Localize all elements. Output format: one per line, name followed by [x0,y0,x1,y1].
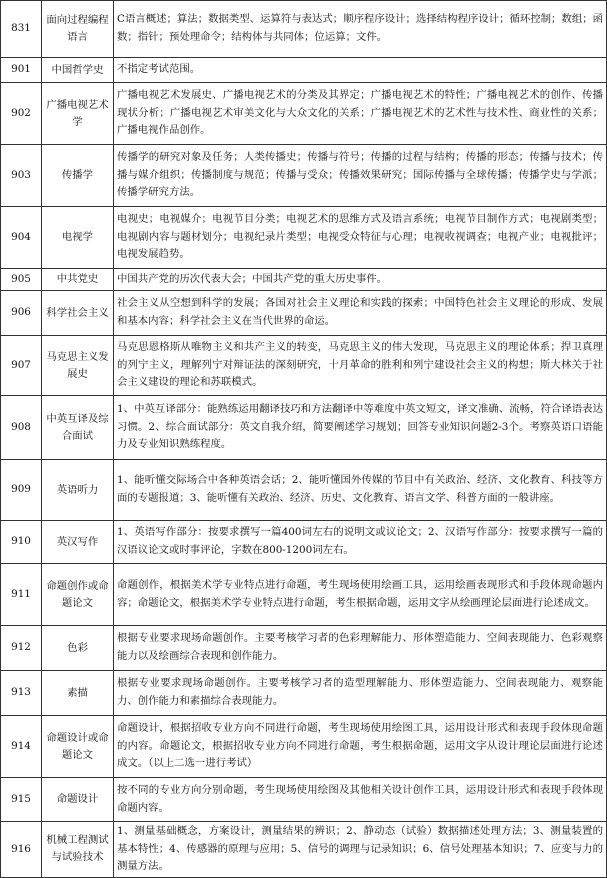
course-code: 907 [1,336,42,396]
course-name: 色彩 [42,626,114,671]
course-row [1,83,607,145]
course-description: 马克思恩格斯从唯物主义和共产主义的转变，马克思主义的伟大发现，马克思主义的理论体系；捍卫真理的列宁主义，理解列宁对辩证法的深刻研究，十月革命的胜利和列宁建设社会主义的构想；斯大林关于社会主义建设的理论和苏联模式。 [114,336,607,396]
course-name: 面向过程编程语言 [42,1,114,58]
course-name: 传播学 [42,145,114,207]
course-description: 广播电视艺术发展史、广播电视艺术的分类及其界定；广播电视艺术的特性；广播电视艺术的创作、传播现状分析；广播电视艺术审美文化与大众文化的关系；广播电视艺术的艺术性与技术性、商业性的关系；广播电视作品创作。 [114,83,607,145]
course-code: 916 [1,822,42,878]
course-code: 915 [1,778,42,822]
course-name: 英语听力 [42,460,114,521]
course-description: 不指定考试范围。 [114,58,607,83]
course-row [1,1,607,58]
course-description: C语言概述；算法；数据类型、运算符与表达式；顺序程序设计；选择结构程序设计；循环控制；数组；函数；指针；预处理命令；结构体与共同体；位运算；文件。 [114,1,607,58]
course-code: 831 [1,1,42,58]
course-name: 素描 [42,671,114,716]
course-code: 911 [1,564,42,626]
course-name: 命题设计 [42,778,114,822]
course-row [1,671,607,716]
course-name: 马克思主义发展史 [42,336,114,396]
course-description: 1、中英互译部分：能熟练运用翻译技巧和方法翻译中等难度中英文短文，译文准确、流畅，符合译语表达习惯。2、综合面试部分：英文自我介绍，简要阐述学习规划；回答专业知识问题2-3个。考察英语口语能力及专业知识熟练程度。 [114,396,607,460]
course-row [1,564,607,626]
course-row [1,626,607,671]
course-name: 英汉写作 [42,521,114,564]
course-description: 按不同的专业方向分别命题，考生现场使用绘图及其他相关设计创作工具，运用设计形式和表现手段体现命题内容。 [114,778,607,822]
course-code: 912 [1,626,42,671]
course-name: 命题设计或命题论文 [42,716,114,778]
course-description: 1、测量基础概念，方案设计，测量结果的辨识；2、静动态（试验）数据描述处理方法；3、测量装置的基本特性；4、传感器的原理与应用；5、信号的调理与记录知识；6、信号处理基本知识；7、应变与力的测量方法。 [114,822,607,878]
course-name: 中共党史 [42,269,114,291]
course-description: 根据专业要求现场命题创作。主要考核学习者的色彩理解能力、形体塑造能力、空间表现能力、色彩观察能力以及绘画综合表现和创作能力。 [114,626,607,671]
course-name: 机械工程测试与试验技术 [42,822,114,878]
course-row [1,145,607,207]
course-name: 中英互译及综合面试 [42,396,114,460]
course-name: 中国哲学史 [42,58,114,83]
course-row [1,778,607,822]
course-code: 906 [1,291,42,336]
course-code: 901 [1,58,42,83]
course-row [1,269,607,291]
course-code: 905 [1,269,42,291]
course-code: 902 [1,83,42,145]
course-code: 904 [1,207,42,269]
course-code: 914 [1,716,42,778]
course-code: 913 [1,671,42,716]
course-row [1,521,607,564]
course-description: 中国共产党的历次代表大会；中国共产党的重大历史事件。 [114,269,607,291]
course-code: 910 [1,521,42,564]
course-description: 电视史；电视媒介；电视节目分类；电视艺术的思维方式及语言系统；电视节目制作方式；电视剧类型；电视剧内容与题材划分；电视纪录片类型；电视受众特征与心理；电视收视调查；电视产业；电视批评；电视发展趋势。 [114,207,607,269]
course-description: 命题设计，根据招收专业方向不同进行命题，考生现场使用绘图工具，运用设计形式和表现手段体现命题的内容。命题论文，根据招收专业方向不同进行命题，考生根据命题，运用文字从设计理论层面进行论述成文。（以上二选一进行考试） [114,716,607,778]
course-description: 传播学的研究对象及任务；人类传播史；传播与符号；传播的过程与结构；传播的形态；传播与技术；传播与媒介组织；传播制度与规范；传播与受众；传播效果研究；国际传播与全球传播；传播学史与学派；传播学研究方法。 [114,145,607,207]
course-row [1,207,607,269]
course-row [1,58,607,83]
course-row [1,396,607,460]
course-rows [1,1,607,878]
course-description: 1、英语写作部分：按要求撰写一篇400词左右的说明文或议论文；2、汉语写作部分：按要求撰写一篇的汉语议论文或时事评论，字数在800-1200词左右。 [114,521,607,564]
course-name: 科学社会主义 [42,291,114,336]
course-description: 1、能听懂交际场合中各种英语会话；2、能听懂国外传媒的节目中有关政治、经济、文化教育、科技等方面的专题报道；3、能听懂有关政治、经济、历史、文化教育、语言文学、科普方面的一般讲座。 [114,460,607,521]
course-row [1,822,607,878]
course-description: 命题创作，根据美术学专业特点进行命题，考生现场使用绘画工具，运用绘画表现形式和手段体现命题内容；命题论文，根据美术学专业特点进行命题，考生根据命题，运用文字从绘画理论层面进行论述成文。 [114,564,607,626]
course-description: 社会主义从空想到科学的发展；各国对社会主义理论和实践的探索；中国特色社会主义理论的形成、发展和基本内容；科学社会主义在当代世界的命运。 [114,291,607,336]
course-name: 电视学 [42,207,114,269]
course-code: 903 [1,145,42,207]
course-row [1,716,607,778]
course-row [1,291,607,336]
course-name: 广播电视艺术学 [42,83,114,145]
course-code: 908 [1,396,42,460]
course-description: 根据专业要求现场命题创作。主要考核学习者的造型理解能力、形体塑造能力、空间表现能力、观察能力、创作能力和素描综合表现能力。 [114,671,607,716]
course-row [1,336,607,396]
course-row [1,460,607,521]
course-name: 命题创作或命题论文 [42,564,114,626]
course-code: 909 [1,460,42,521]
